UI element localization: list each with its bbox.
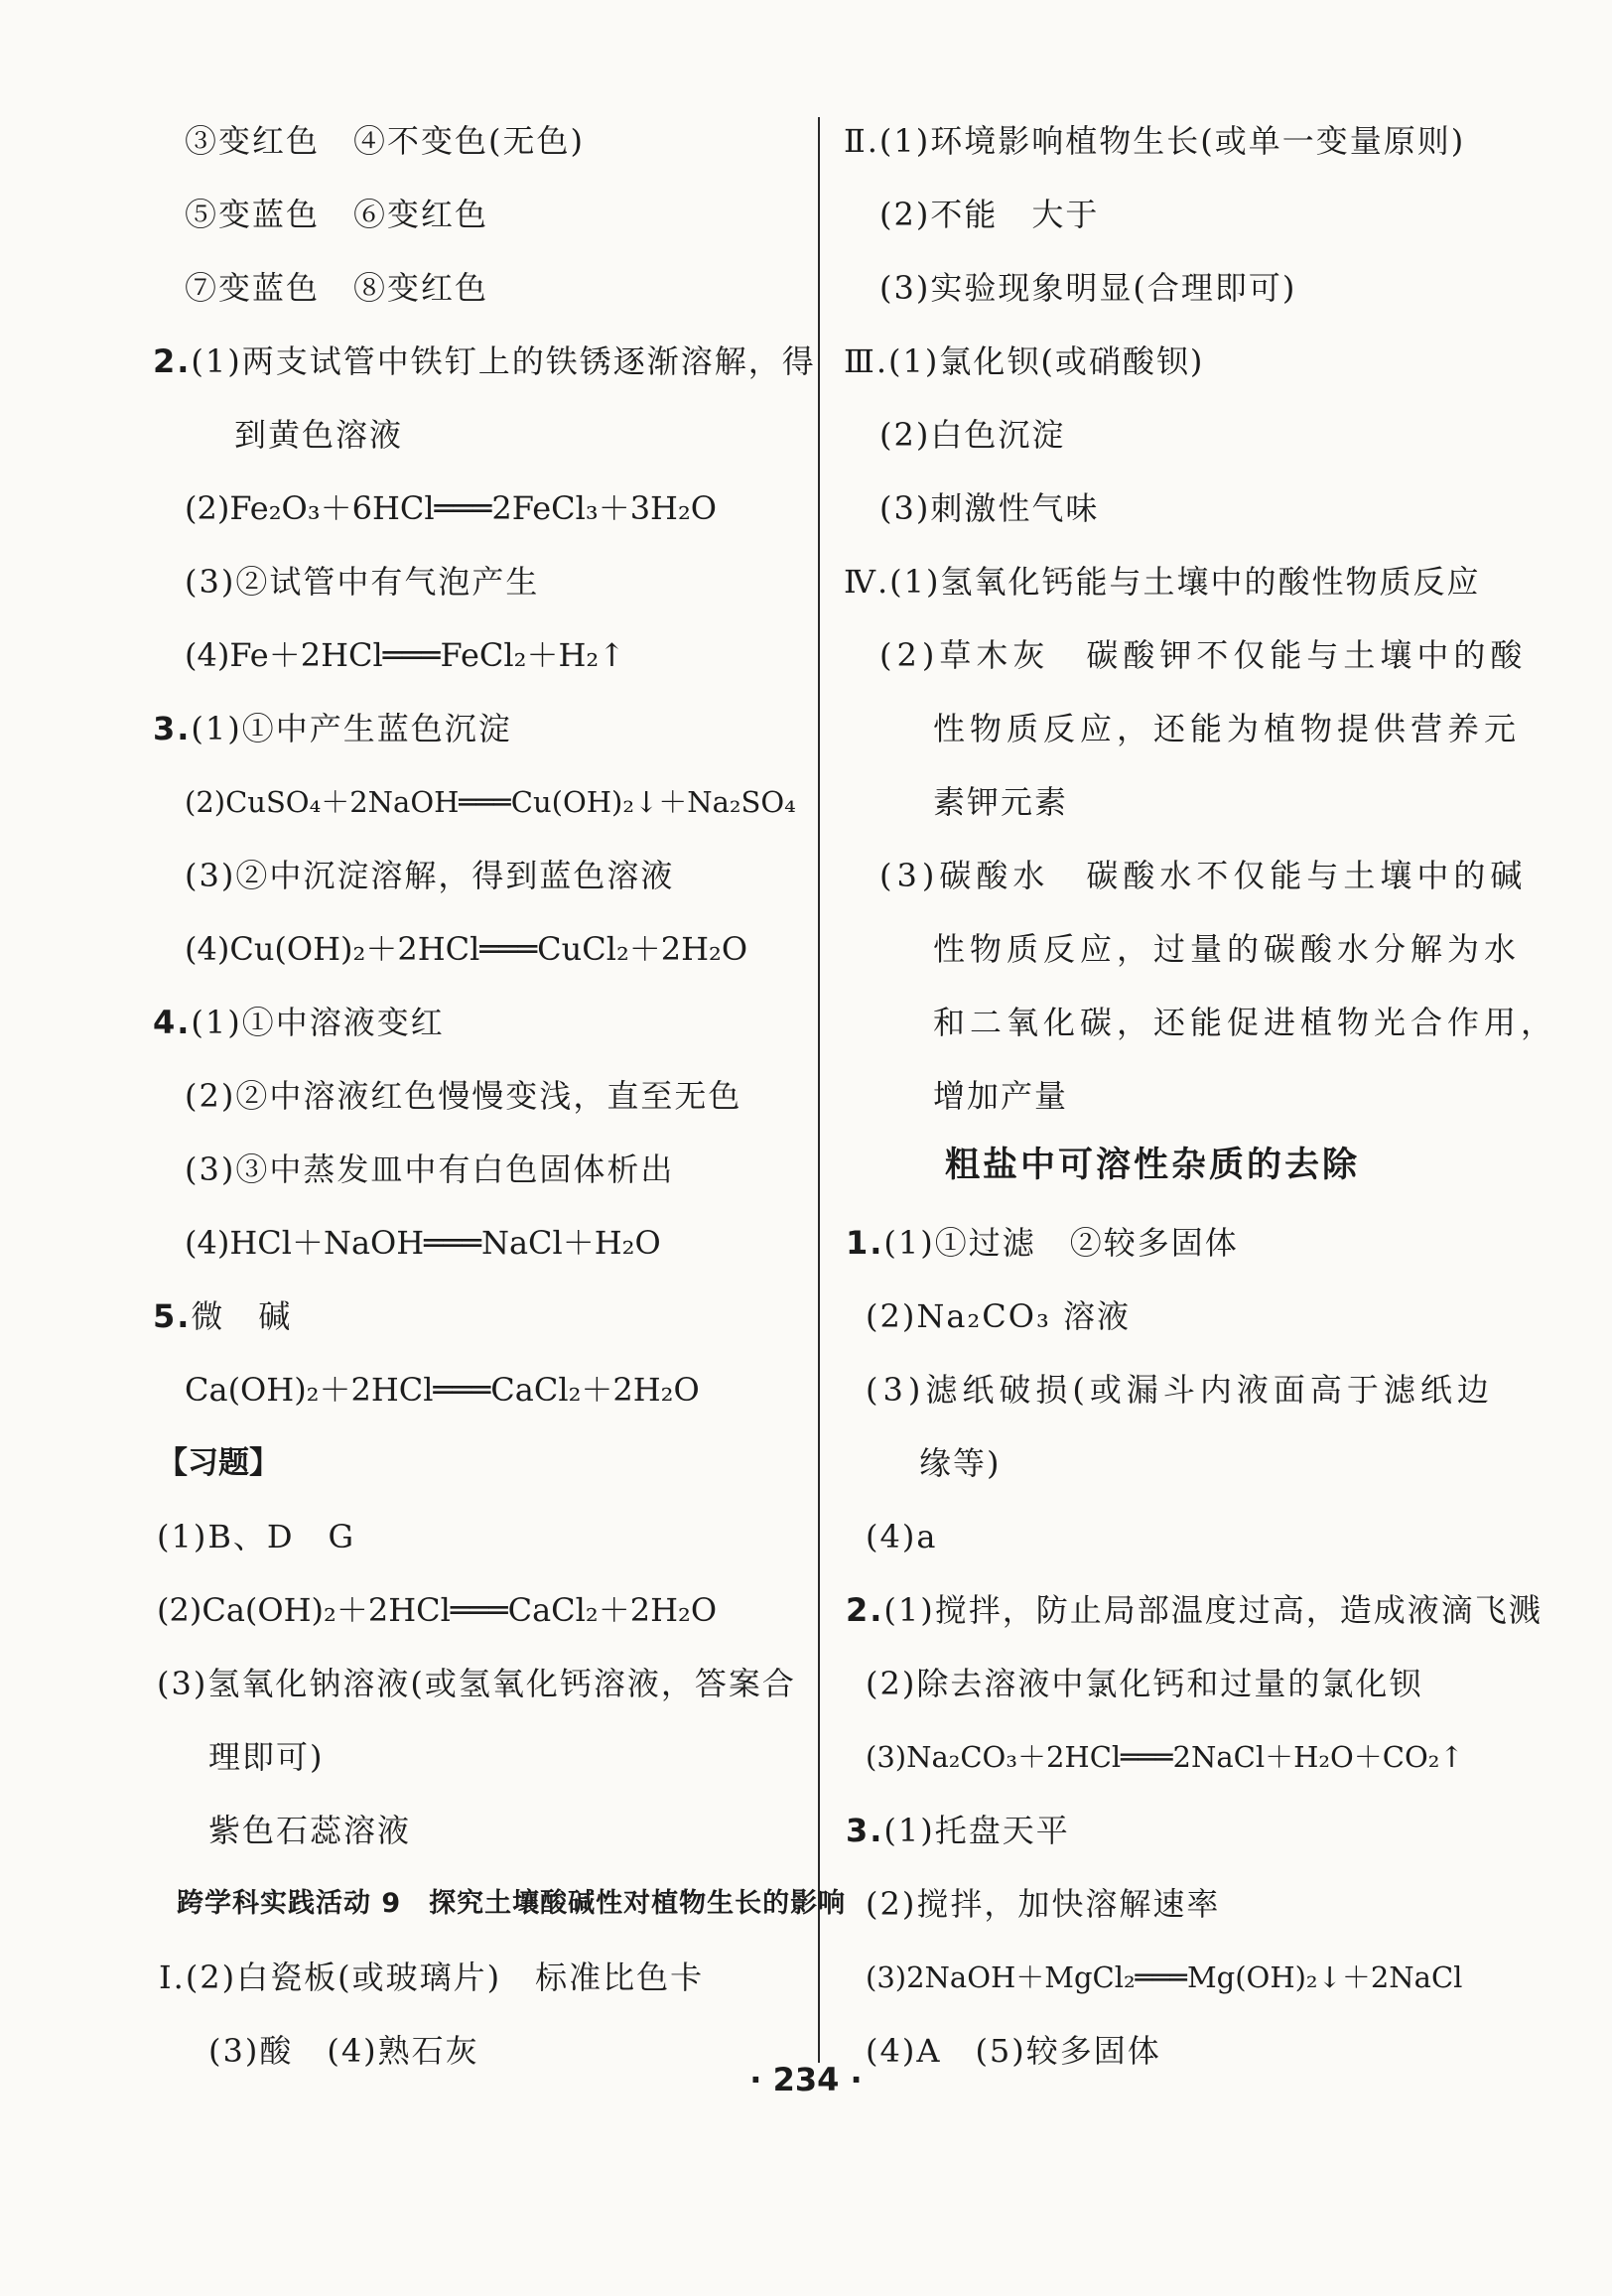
page-number: · 234 · [749,2061,863,2098]
column-divider [818,117,820,2063]
question-4 [153,1003,445,1042]
answer-line: (3)②试管中有气泡产生 [185,563,540,601]
answer-line: (4)A (5)较多固体 [866,2032,1161,2070]
answer-line: 缘等) [919,1444,1002,1482]
answer-line: ③变红色 ④不变色(无色) [185,122,585,160]
answer-text: (1)①中产生蓝色沉淀 [191,710,512,747]
answer-line: ⑦变蓝色 ⑧变红色 [185,269,489,307]
question-number: 3. [153,710,192,747]
answer-line: (3)滤纸破损(或漏斗内液面高于滤纸边 [866,1371,1494,1409]
answer-line: (2)白色沉淀 [879,416,1066,454]
answer-text: (1)托盘天平 [883,1812,1070,1849]
answer-line: (2)不能 大于 [879,196,1100,233]
answer-line: ⑤变蓝色 ⑥变红色 [185,196,489,233]
answer-line: 理即可) [208,1738,325,1776]
answer-line: (2)搅拌，加快溶解速率 [866,1885,1221,1923]
answer-line: (3)③中蒸发皿中有白色固体析出 [185,1150,675,1188]
equation-line: (4)HCl＋NaOH═══NaCl＋H₂O [185,1224,661,1262]
equation-line: (2)Fe₂O₃＋6HCl═══2FeCl₃＋3H₂O [185,489,718,527]
exercise-heading: 【习题】 [157,1445,280,1481]
answer-line: Ⅰ.(2)白瓷板(或玻璃片) 标准比色卡 [159,1958,705,1996]
answer-line: 到黄色溶液 [234,416,404,454]
answer-line: Ⅱ.(1)环境影响植物生长(或单一变量原则) [844,122,1466,160]
answer-line: Ⅳ.(1)氢氧化钙能与土壤中的酸性物质反应 [844,563,1481,601]
answer-line: (2)除去溶液中氯化钙和过量的氯化钡 [866,1665,1423,1702]
activity-heading: 跨学科实践活动 9 探究土壤酸碱性对植物生长的影响 [177,1888,847,1919]
section-heading: 粗盐中可溶性杂质的去除 [945,1146,1361,1185]
answer-text: (1)①过滤 ②较多固体 [883,1224,1239,1262]
answer-line: 紫色石蕊溶液 [208,1812,412,1849]
question-1 [846,1223,1239,1263]
equation-line: (2)Ca(OH)₂＋2HCl═══CaCl₂＋2H₂O [157,1591,718,1629]
answer-line: (3)实验现象明显(合理即可) [879,269,1297,307]
question-number: 1. [846,1224,884,1262]
answer-line: 和二氧化碳，还能促进植物光合作用， [933,1004,1558,1041]
answer-line: (3)酸 (4)熟石灰 [208,2032,479,2070]
equation-line: (3)Na₂CO₃＋2HCl═══2NaCl＋H₂O＋CO₂↑ [866,1740,1464,1774]
answer-line: (3)碳酸水 碳酸水不仅能与土壤中的碱 [879,857,1528,894]
answer-line: 性物质反应，还能为植物提供营养元 [933,710,1522,747]
equation-line: (4)Fe＋2HCl═══FeCl₂＋H₂↑ [185,636,625,674]
answer-line: 素钾元素 [933,783,1069,821]
question-number: 5. [153,1297,192,1335]
equation-line: Ca(OH)₂＋2HCl═══CaCl₂＋2H₂O [185,1371,700,1409]
question-number: 2. [153,342,192,380]
answer-line: (3)②中沉淀溶解，得到蓝色溶液 [185,857,675,894]
question-number: 2. [846,1591,884,1629]
answer-line: (1)B、D G [157,1518,356,1555]
answer-line: (4)a [866,1518,938,1555]
answer-line: Ⅲ.(1)氯化钡(或硝酸钡) [844,342,1205,380]
answer-line: (2)②中溶液红色慢慢变浅，直至无色 [185,1077,742,1115]
answer-line: (2)草木灰 碳酸钾不仅能与土壤中的酸 [879,636,1528,674]
question-5 [153,1296,292,1336]
answer-line: (3)氢氧化钠溶液(或氢氧化钙溶液，答案合 [157,1665,796,1702]
question-number: 3. [846,1812,884,1849]
question-2 [846,1590,1543,1630]
equation-line: (2)CuSO₄＋2NaOH═══Cu(OH)₂↓＋Na₂SO₄ [185,785,796,819]
question-3 [846,1811,1070,1850]
question-3 [153,709,512,748]
answer-text: (1)搅拌，防止局部温度过高，造成液滴飞溅 [883,1591,1543,1629]
answer-line: 增加产量 [933,1077,1069,1115]
answer-line: 性物质反应，过量的碳酸水分解为水 [933,930,1522,968]
question-number: 4. [153,1004,192,1041]
question-2 [153,341,816,381]
answer-text: (1)两支试管中铁钉上的铁锈逐渐溶解，得 [191,342,816,380]
answer-text: (1)①中溶液变红 [191,1004,445,1041]
answer-text: 微 碱 [191,1297,293,1335]
answer-line: (2)Na₂CO₃ 溶液 [866,1297,1131,1335]
answer-line: (3)刺激性气味 [879,489,1100,527]
equation-line: (3)2NaOH＋MgCl₂═══Mg(OH)₂↓＋2NaCl [866,1960,1463,1994]
equation-line: (4)Cu(OH)₂＋2HCl═══CuCl₂＋2H₂O [185,930,748,968]
